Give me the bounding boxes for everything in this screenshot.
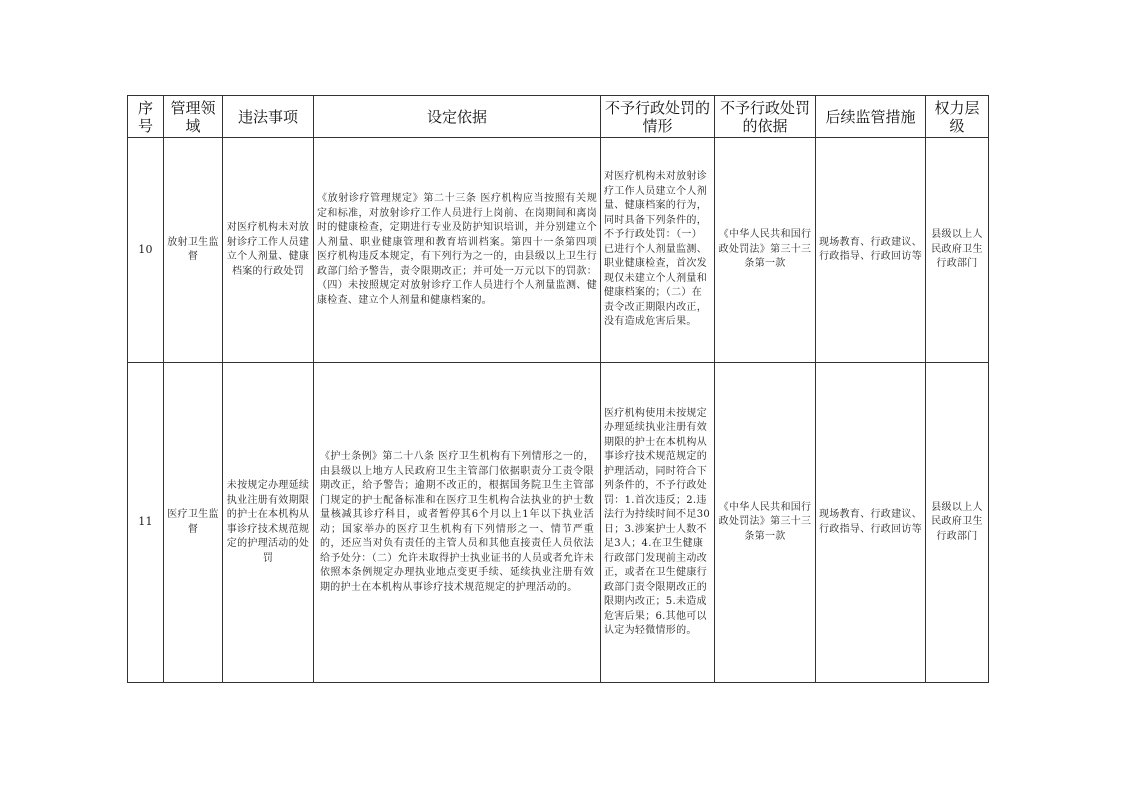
table-row (128, 363, 989, 683)
row-seq: 10 (128, 138, 164, 363)
row-condition-basis: 《中华人民共和国行政处罚法》第三十三条第一款 (715, 138, 816, 363)
row-seq: 11 (128, 363, 164, 683)
row-item: 对医疗机构未对放射诊疗工作人员建立个人剂量、健康档案的行政处罚 (223, 138, 314, 363)
table-row (128, 138, 989, 363)
header-row (128, 96, 989, 138)
row-domain: 放射卫生监督 (164, 138, 223, 363)
row-condition: 对医疗机构未对放射诊疗工作人员建立个人剂量、健康档案的行为，同时具备下列条件的，不予行政处罚：（一）已进行个人剂量监测、职业健康检查，首次发现仅未建立个人剂量和健康档案的；（二）在责令改正期限内改正，没有造成危害后果。 (601, 138, 715, 363)
header-domain: 管理领域 (164, 96, 223, 138)
row-condition: 医疗机构使用未按规定办理延续执业注册有效期限的护士在本机构从事诊疗技术规范规定的护理活动，同时符合下列条件的，不予行政处罚：1.首次违反；2.违法行为持续时间不足30日；3.涉案护士人数不足3人；4.在卫生健康行政部门发现前主动改正，或者在卫生健康行政部门责令限期改正的限期内改正；5.未造成危害后果；6.其他可以认定为轻微情形的。 (601, 363, 715, 683)
header-basis: 设定依据 (314, 96, 601, 138)
penalty-exemption-table (127, 95, 989, 683)
header-item: 违法事项 (223, 96, 314, 138)
header-level: 权力层级 (926, 96, 989, 138)
header-condition: 不予行政处罚的情形 (601, 96, 715, 138)
row-condition-basis: 《中华人民共和国行政处罚法》第三十三条第一款 (715, 363, 816, 683)
row-item: 未按规定办理延续执业注册有效期限的护士在本机构从事诊疗技术规范规定的护理活动的处罚 (223, 363, 314, 683)
row-level: 县级以上人民政府卫生行政部门 (926, 138, 989, 363)
row-domain: 医疗卫生监督 (164, 363, 223, 683)
row-followup: 现场教育、行政建议、行政指导、行政回访等 (816, 363, 926, 683)
header-followup: 后续监管措施 (816, 96, 926, 138)
row-followup: 现场教育、行政建议、行政指导、行政回访等 (816, 138, 926, 363)
row-basis: 《护士条例》第二十八条 医疗卫生机构有下列情形之一的，由县级以上地方人民政府卫生主管部门依据职责分工责令限期改正，给予警告；逾期不改正的，根据国务院卫生主管部门规定的护士配备标准和在医疗卫生机构合法执业的护士数量核减其诊疗科目，或者暂停其6个月以上1年以下执业活动；国家举办的医疗卫生机构有下列情形之一、情节严重的，还应当对负有责任的主管人员和其他直接责任人员依法给予处分：（二）允许未取得护士执业证书的人员或者允许未依照本条例规定办理执业地点变更手续、延续执业注册有效期的护士在本机构从事诊疗技术规范规定的护理活动的。 (314, 363, 601, 683)
row-basis: 《放射诊疗管理规定》第二十三条 医疗机构应当按照有关规定和标准，对放射诊疗工作人员进行上岗前、在岗期间和离岗时的健康检查，定期进行专业及防护知识培训，并分别建立个人剂量、职业健康管理和教育培训档案。第四十一条第四项 医疗机构违反本规定，有下列行为之一的，由县级以上卫生行政部门给予警告，责令限期改正；并可处一万元以下的罚款：（四）未按照规定对放射诊疗工作人员进行个人剂量监测、健康检查、建立个人剂量和健康档案的。 (314, 138, 601, 363)
header-seq: 序号 (128, 96, 164, 138)
header-condition-basis: 不予行政处罚的依据 (715, 96, 816, 138)
row-level: 县级以上人民政府卫生行政部门 (926, 363, 989, 683)
